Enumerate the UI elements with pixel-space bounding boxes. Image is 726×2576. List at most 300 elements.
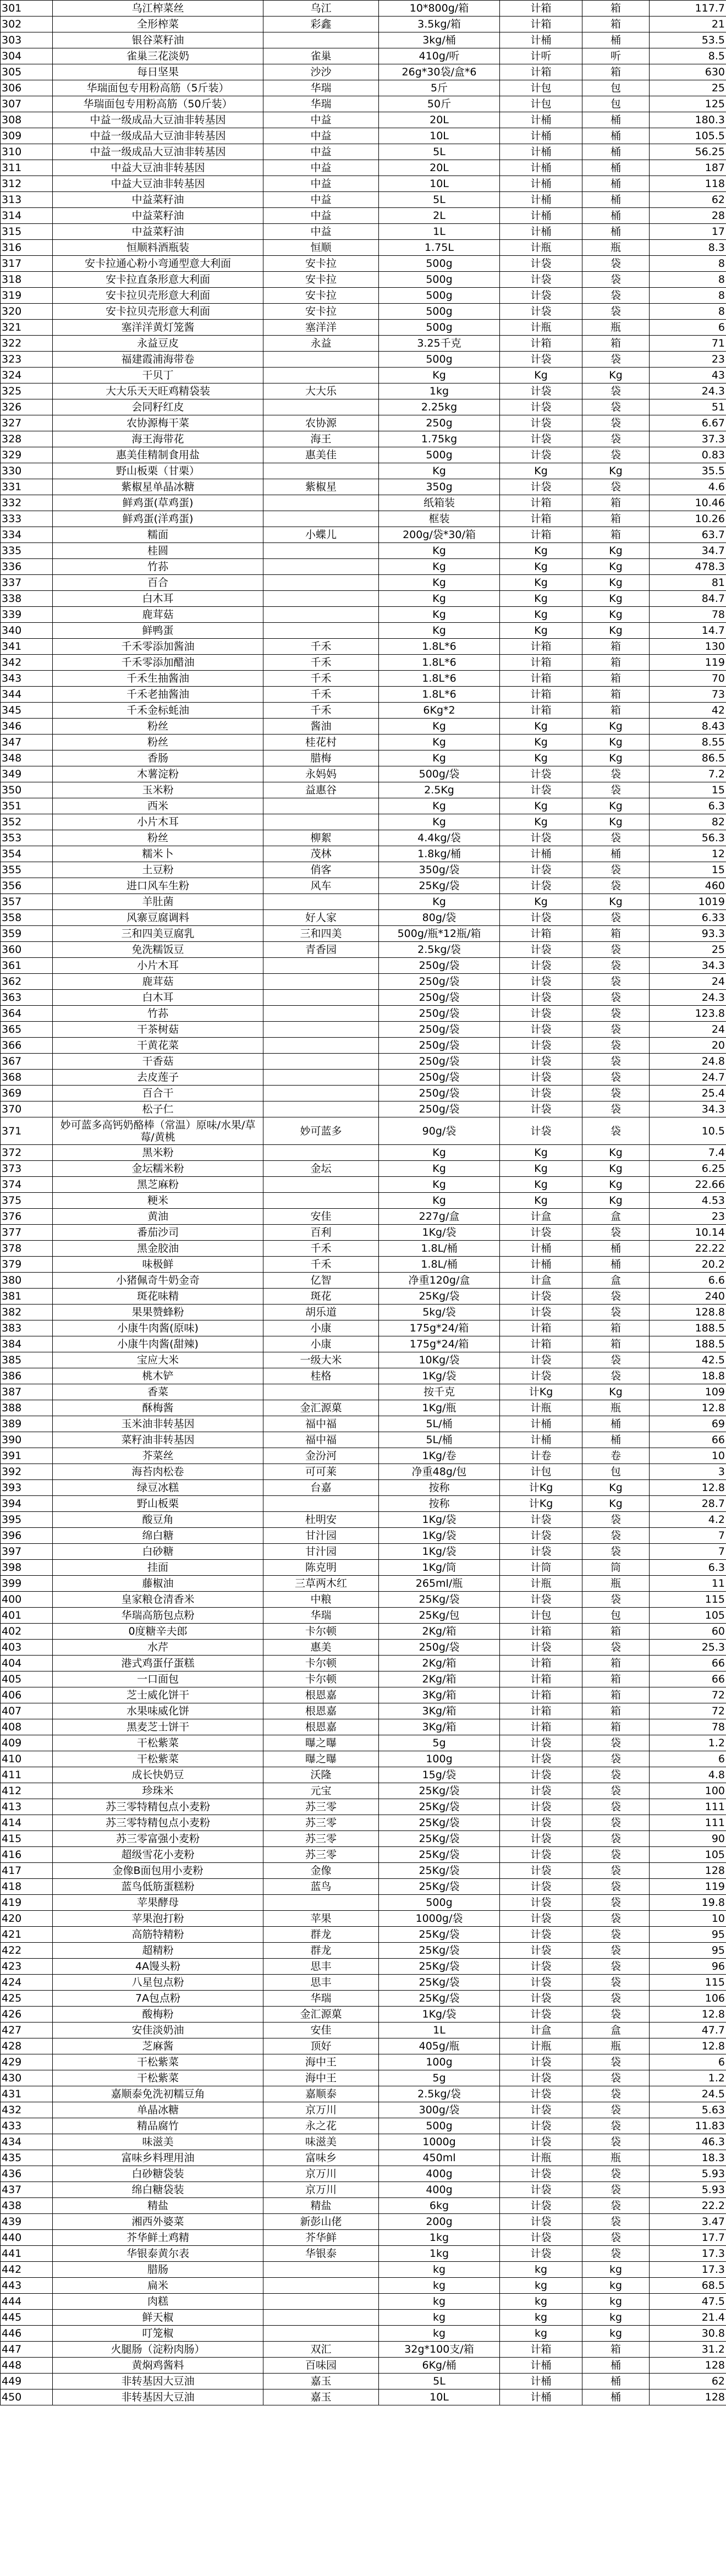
table-row (1, 1352, 726, 1368)
pricing-unit-cell: 计桶 (500, 846, 582, 862)
unit-cell: 箱 (582, 671, 650, 687)
table-row (1, 2294, 726, 2310)
unit-cell: 袋 (582, 1799, 650, 1815)
pricing-unit-cell: 计袋 (500, 1305, 582, 1320)
brand-cell: 海中王 (263, 2070, 379, 2086)
row-number-cell: 414 (1, 1815, 53, 1831)
row-number-cell: 301 (1, 1, 53, 17)
brand-cell: 元宝 (263, 1783, 379, 1799)
unit-cell: 瓶 (582, 1576, 650, 1592)
product-name-cell: 惠美佳精制食用盐 (53, 447, 263, 463)
unit-price-cell: 5.93 (650, 2182, 726, 2198)
product-name-cell: 酸豆角 (53, 1512, 263, 1528)
table-row (1, 304, 726, 320)
row-number-cell: 424 (1, 1975, 53, 1991)
row-number-cell: 321 (1, 320, 53, 336)
specification-cell: kg (379, 2278, 500, 2294)
specification-cell: 6Kg/桶 (379, 2358, 500, 2374)
pricing-unit-cell: 计袋 (500, 1368, 582, 1384)
row-number-cell: 428 (1, 2038, 53, 2054)
table-row (1, 1161, 726, 1177)
specification-cell: 25Kg/袋 (379, 1991, 500, 2007)
product-name-cell: 高筋特精粉 (53, 1927, 263, 1943)
pricing-unit-cell: 计袋 (500, 1054, 582, 1070)
brand-cell: 紫椒星 (263, 479, 379, 495)
row-number-cell: 441 (1, 2246, 53, 2262)
table-row (1, 2086, 726, 2102)
brand-cell: 芥华鲜 (263, 2230, 379, 2246)
unit-price-cell: 10.26 (650, 511, 726, 527)
table-row (1, 1496, 726, 1512)
specification-cell: 250g/袋 (379, 1640, 500, 1656)
product-name-cell: 黑麦芝士饼干 (53, 1719, 263, 1735)
product-name-cell: 华瑞面包专用粉高筋（50斤装） (53, 96, 263, 112)
specification-cell: 1kg (379, 2246, 500, 2262)
pricing-unit-cell: Kg (500, 798, 582, 814)
unit-cell: Kg (582, 463, 650, 479)
unit-price-cell: 6.3 (650, 798, 726, 814)
unit-price-cell: 12.8 (650, 2007, 726, 2023)
table-row (1, 1687, 726, 1703)
pricing-unit-cell: 计袋 (500, 782, 582, 798)
product-name-cell: 干松紫菜 (53, 1735, 263, 1751)
specification-cell: 250g/袋 (379, 1101, 500, 1117)
table-row (1, 846, 726, 862)
table-row (1, 383, 726, 399)
brand-cell (263, 1086, 379, 1101)
brand-cell: 沙沙 (263, 64, 379, 80)
brand-cell (263, 575, 379, 591)
unit-price-cell: 35.5 (650, 463, 726, 479)
unit-price-cell: 8.43 (650, 719, 726, 735)
unit-cell: 瓶 (582, 2038, 650, 2054)
specification-cell: 250g/袋 (379, 1054, 500, 1070)
unit-price-cell: 4.6 (650, 479, 726, 495)
specification-cell: 32g*100支/箱 (379, 2342, 500, 2358)
pricing-unit-cell: 计包 (500, 80, 582, 96)
specification-cell: 1Kg/卷 (379, 1448, 500, 1464)
row-number-cell: 366 (1, 1038, 53, 1054)
unit-cell: 袋 (582, 1022, 650, 1038)
pricing-unit-cell: 计袋 (500, 1735, 582, 1751)
unit-price-cell: 5.93 (650, 2166, 726, 2182)
row-number-cell: 363 (1, 990, 53, 1006)
product-name-cell: 火腿肠（淀粉肉肠） (53, 2342, 263, 2358)
pricing-unit-cell: 计袋 (500, 1815, 582, 1831)
specification-cell: 15g/袋 (379, 1767, 500, 1783)
pricing-unit-cell: 计卷 (500, 1448, 582, 1464)
table-row (1, 1038, 726, 1054)
pricing-unit-cell: 计箱 (500, 1687, 582, 1703)
specification-cell: 1Kg/瓶 (379, 1400, 500, 1416)
brand-cell (263, 1038, 379, 1054)
specification-cell: 250g/袋 (379, 1006, 500, 1022)
brand-cell (263, 974, 379, 990)
unit-cell: 袋 (582, 1991, 650, 2007)
unit-price-cell: 21.4 (650, 2310, 726, 2326)
brand-cell: 华瑞 (263, 1608, 379, 1624)
unit-cell: 袋 (582, 2118, 650, 2134)
row-number-cell: 425 (1, 1991, 53, 2007)
pricing-unit-cell: 计包 (500, 1464, 582, 1480)
brand-cell: 桂格 (263, 1368, 379, 1384)
brand-cell: 一级大米 (263, 1352, 379, 1368)
pricing-unit-cell: 计桶 (500, 1416, 582, 1432)
row-number-cell: 397 (1, 1544, 53, 1560)
unit-price-cell: 17.3 (650, 2262, 726, 2278)
table-row (1, 1209, 726, 1225)
brand-cell: 沃隆 (263, 1767, 379, 1783)
table-row (1, 766, 726, 782)
row-number-cell: 327 (1, 415, 53, 431)
product-name-cell: 芝麻酱 (53, 2038, 263, 2054)
brand-cell: 京万川 (263, 2102, 379, 2118)
specification-cell: 5L (379, 192, 500, 208)
row-number-cell: 325 (1, 383, 53, 399)
product-name-cell: 竹荪 (53, 1006, 263, 1022)
table-row (1, 1671, 726, 1687)
brand-cell: 千禾 (263, 687, 379, 703)
pricing-unit-cell: 计袋 (500, 1799, 582, 1815)
row-number-cell: 418 (1, 1879, 53, 1895)
unit-cell: 箱 (582, 655, 650, 671)
product-name-cell: 菜籽油非转基因 (53, 1432, 263, 1448)
brand-cell (263, 1006, 379, 1022)
unit-cell: 袋 (582, 2134, 650, 2150)
table-row (1, 830, 726, 846)
brand-cell: 群龙 (263, 1943, 379, 1959)
pricing-unit-cell: 计袋 (500, 958, 582, 974)
row-number-cell: 436 (1, 2166, 53, 2182)
pricing-unit-cell: 计袋 (500, 447, 582, 463)
unit-cell: 袋 (582, 1289, 650, 1305)
row-number-cell: 336 (1, 559, 53, 575)
table-row (1, 1480, 726, 1496)
pricing-unit-cell: 计袋 (500, 352, 582, 368)
specification-cell: 纸箱装 (379, 495, 500, 511)
row-number-cell: 394 (1, 1496, 53, 1512)
pricing-unit-cell: 计箱 (500, 1336, 582, 1352)
pricing-unit-cell: 计Kg (500, 1480, 582, 1496)
table-row (1, 1400, 726, 1416)
brand-cell: 顶好 (263, 2038, 379, 2054)
table-row (1, 878, 726, 894)
brand-cell: 安卡拉 (263, 304, 379, 320)
unit-cell: 箱 (582, 527, 650, 543)
product-name-cell: 海苔肉松卷 (53, 1464, 263, 1480)
table-row (1, 974, 726, 990)
specification-cell: 1.8L*6 (379, 671, 500, 687)
brand-cell: 千禾 (263, 703, 379, 719)
specification-cell: 175g*24/箱 (379, 1320, 500, 1336)
row-number-cell: 426 (1, 2007, 53, 2023)
unit-cell: 袋 (582, 399, 650, 415)
pricing-unit-cell: 计袋 (500, 1927, 582, 1943)
brand-cell: 华银泰 (263, 2246, 379, 2262)
unit-cell: 箱 (582, 639, 650, 655)
row-number-cell: 317 (1, 256, 53, 272)
brand-cell: 永妈妈 (263, 766, 379, 782)
brand-cell: 永益 (263, 336, 379, 352)
table-row (1, 862, 726, 878)
table-row (1, 2023, 726, 2038)
table-row (1, 288, 726, 304)
product-name-cell: 小片木耳 (53, 814, 263, 830)
specification-cell: 1Kg/袋 (379, 2007, 500, 2023)
unit-price-cell: 22.22 (650, 1241, 726, 1257)
brand-cell: 甘汁园 (263, 1544, 379, 1560)
pricing-unit-cell: 计袋 (500, 974, 582, 990)
pricing-unit-cell: 计箱 (500, 926, 582, 942)
pricing-unit-cell: 计袋 (500, 272, 582, 288)
table-row (1, 1656, 726, 1671)
pricing-unit-cell: 计袋 (500, 2166, 582, 2182)
brand-cell (263, 1070, 379, 1086)
table-row (1, 1336, 726, 1352)
product-name-cell: 一口面包 (53, 1671, 263, 1687)
brand-cell: 塞洋洋 (263, 320, 379, 336)
unit-price-cell: 34.3 (650, 1101, 726, 1117)
product-name-cell: 绵白糖 (53, 1528, 263, 1544)
table-row (1, 208, 726, 224)
table-row (1, 2326, 726, 2342)
product-name-cell: 土豆粉 (53, 862, 263, 878)
row-number-cell: 308 (1, 112, 53, 128)
specification-cell: 1Kg/袋 (379, 1544, 500, 1560)
table-row (1, 2118, 726, 2134)
pricing-unit-cell: Kg (500, 559, 582, 575)
unit-price-cell: 6.67 (650, 415, 726, 431)
table-row (1, 2278, 726, 2294)
pricing-unit-cell: 计盒 (500, 1273, 582, 1289)
pricing-unit-cell: 计桶 (500, 2374, 582, 2389)
unit-price-cell: 22.2 (650, 2198, 726, 2214)
brand-cell: 金坛 (263, 1161, 379, 1177)
row-number-cell: 438 (1, 2198, 53, 2214)
unit-cell: 桶 (582, 1257, 650, 1273)
pricing-unit-cell: 计箱 (500, 336, 582, 352)
unit-cell: 袋 (582, 1006, 650, 1022)
unit-cell: Kg (582, 591, 650, 607)
specification-cell: 25Kg/袋 (379, 1815, 500, 1831)
unit-price-cell: 12.8 (650, 1400, 726, 1416)
specification-cell: 6Kg*2 (379, 703, 500, 719)
unit-cell: 箱 (582, 1719, 650, 1735)
specification-cell: 10*800g/箱 (379, 1, 500, 17)
pricing-unit-cell: Kg (500, 1177, 582, 1193)
pricing-unit-cell: 计袋 (500, 431, 582, 447)
unit-price-cell: 111 (650, 1815, 726, 1831)
specification-cell: 5L/桶 (379, 1432, 500, 1448)
unit-price-cell: 10.14 (650, 1225, 726, 1241)
unit-cell: 箱 (582, 511, 650, 527)
unit-price-cell: 17 (650, 224, 726, 240)
brand-cell: 金汇源菓 (263, 2007, 379, 2023)
product-name-cell: 香菜 (53, 1384, 263, 1400)
unit-cell: 袋 (582, 1544, 650, 1560)
table-row (1, 655, 726, 671)
product-name-cell: 芥华鲜土鸡精 (53, 2230, 263, 2246)
brand-cell: 根恩嘉 (263, 1719, 379, 1735)
product-name-cell: 银谷菜籽油 (53, 32, 263, 48)
product-name-cell: 桃木铲 (53, 1368, 263, 1384)
pricing-unit-cell: 计箱 (500, 1624, 582, 1640)
row-number-cell: 381 (1, 1289, 53, 1305)
unit-price-cell: 21 (650, 17, 726, 32)
brand-cell: 乌江 (263, 1, 379, 17)
unit-cell: 袋 (582, 1975, 650, 1991)
product-name-cell: 黑芝麻粉 (53, 1177, 263, 1193)
row-number-cell: 391 (1, 1448, 53, 1464)
pricing-unit-cell: 计桶 (500, 2389, 582, 2405)
pricing-unit-cell: 计箱 (500, 1703, 582, 1719)
unit-cell: 袋 (582, 1911, 650, 1927)
specification-cell: 2.25kg (379, 399, 500, 415)
specification-cell: 按千克 (379, 1384, 500, 1400)
product-name-cell: 塞洋洋黄灯笼酱 (53, 320, 263, 336)
pricing-unit-cell: 计瓶 (500, 320, 582, 336)
product-name-cell: 小康牛肉酱(原味) (53, 1320, 263, 1336)
brand-cell (263, 1022, 379, 1038)
specification-cell: Kg (379, 1161, 500, 1177)
specification-cell: 500g (379, 256, 500, 272)
unit-cell: kg (582, 2326, 650, 2342)
unit-cell: 袋 (582, 1847, 650, 1863)
pricing-unit-cell: 计袋 (500, 1863, 582, 1879)
pricing-unit-cell: 计袋 (500, 383, 582, 399)
unit-price-cell: 10.46 (650, 495, 726, 511)
unit-cell: 袋 (582, 910, 650, 926)
table-row (1, 1592, 726, 1608)
row-number-cell: 422 (1, 1943, 53, 1959)
specification-cell: 1.75kg (379, 431, 500, 447)
pricing-unit-cell: 计箱 (500, 2342, 582, 2358)
product-name-cell: 桂圆 (53, 543, 263, 559)
row-number-cell: 316 (1, 240, 53, 256)
row-number-cell: 353 (1, 830, 53, 846)
table-row (1, 1544, 726, 1560)
table-row (1, 671, 726, 687)
table-row (1, 1879, 726, 1895)
unit-price-cell: 11 (650, 1576, 726, 1592)
pricing-unit-cell: 计袋 (500, 990, 582, 1006)
table-row (1, 735, 726, 750)
brand-cell: 斑花 (263, 1289, 379, 1305)
pricing-unit-cell: 计袋 (500, 1847, 582, 1863)
brand-cell (263, 2278, 379, 2294)
unit-cell: 袋 (582, 1640, 650, 1656)
brand-cell: 华瑞 (263, 96, 379, 112)
brand-cell: 亿智 (263, 1273, 379, 1289)
brand-cell: 中益 (263, 160, 379, 176)
row-number-cell: 412 (1, 1783, 53, 1799)
table-row (1, 1799, 726, 1815)
unit-price-cell: 6 (650, 1751, 726, 1767)
table-row (1, 160, 726, 176)
brand-cell: 三和四美 (263, 926, 379, 942)
specification-cell: 25Kg/袋 (379, 1592, 500, 1608)
unit-price-cell: 111 (650, 1799, 726, 1815)
specification-cell: 20L (379, 112, 500, 128)
row-number-cell: 396 (1, 1528, 53, 1544)
table-row (1, 1384, 726, 1400)
product-name-cell: 宝应大米 (53, 1352, 263, 1368)
unit-price-cell: 30.8 (650, 2326, 726, 2342)
product-name-cell: 味滋美 (53, 2134, 263, 2150)
pricing-unit-cell: 计袋 (500, 2054, 582, 2070)
table-row (1, 2246, 726, 2262)
brand-cell: 群龙 (263, 1927, 379, 1943)
brand-cell: 嘉玉 (263, 2389, 379, 2405)
unit-cell: 袋 (582, 2007, 650, 2023)
brand-cell: 酱油 (263, 719, 379, 735)
unit-cell: 袋 (582, 878, 650, 894)
specification-cell: 1.8L*6 (379, 655, 500, 671)
unit-price-cell: 43 (650, 368, 726, 383)
row-number-cell: 447 (1, 2342, 53, 2358)
unit-price-cell: 62 (650, 192, 726, 208)
pricing-unit-cell: 计袋 (500, 1783, 582, 1799)
table-row (1, 639, 726, 655)
unit-price-cell: 630 (650, 64, 726, 80)
unit-price-cell: 60 (650, 1624, 726, 1640)
table-row (1, 1086, 726, 1101)
specification-cell: 2.5kg/袋 (379, 942, 500, 958)
pricing-unit-cell: 计袋 (500, 1117, 582, 1145)
brand-cell: 金汇源菓 (263, 1400, 379, 1416)
specification-cell: 250g/袋 (379, 1086, 500, 1101)
unit-cell: 袋 (582, 431, 650, 447)
table-row (1, 2262, 726, 2278)
brand-cell: 千禾 (263, 1241, 379, 1257)
table-row (1, 2358, 726, 2374)
product-name-cell: 玉米粉 (53, 782, 263, 798)
row-number-cell: 449 (1, 2374, 53, 2389)
pricing-unit-cell: 计箱 (500, 17, 582, 32)
unit-price-cell: 109 (650, 1384, 726, 1400)
brand-cell: 华瑞 (263, 80, 379, 96)
unit-cell: 桶 (582, 160, 650, 176)
unit-cell: kg (582, 2278, 650, 2294)
table-row (1, 2310, 726, 2326)
pricing-unit-cell: 计袋 (500, 1751, 582, 1767)
specification-cell: 100g (379, 2054, 500, 2070)
unit-price-cell: 47.5 (650, 2294, 726, 2310)
unit-price-cell: 37.3 (650, 431, 726, 447)
pricing-unit-cell: 计袋 (500, 2070, 582, 2086)
pricing-unit-cell: 计筒 (500, 1560, 582, 1576)
unit-price-cell: 19.8 (650, 1895, 726, 1911)
pricing-unit-cell: 计袋 (500, 288, 582, 304)
pricing-unit-cell: 计袋 (500, 910, 582, 926)
brand-cell: 惠美佳 (263, 447, 379, 463)
brand-cell: 中益 (263, 144, 379, 160)
brand-cell: 双汇 (263, 2342, 379, 2358)
unit-price-cell: 25.3 (650, 1640, 726, 1656)
unit-cell: 箱 (582, 495, 650, 511)
brand-cell: 三草两木红 (263, 1576, 379, 1592)
pricing-unit-cell: 计箱 (500, 1320, 582, 1336)
pricing-unit-cell: Kg (500, 623, 582, 639)
unit-price-cell: 12 (650, 846, 726, 862)
brand-cell: 风车 (263, 878, 379, 894)
table-row (1, 814, 726, 830)
row-number-cell: 374 (1, 1177, 53, 1193)
product-name-cell: 千禾老抽酱油 (53, 687, 263, 703)
unit-cell: Kg (582, 1145, 650, 1161)
unit-cell: 袋 (582, 2166, 650, 2182)
pricing-unit-cell: 计袋 (500, 1225, 582, 1241)
